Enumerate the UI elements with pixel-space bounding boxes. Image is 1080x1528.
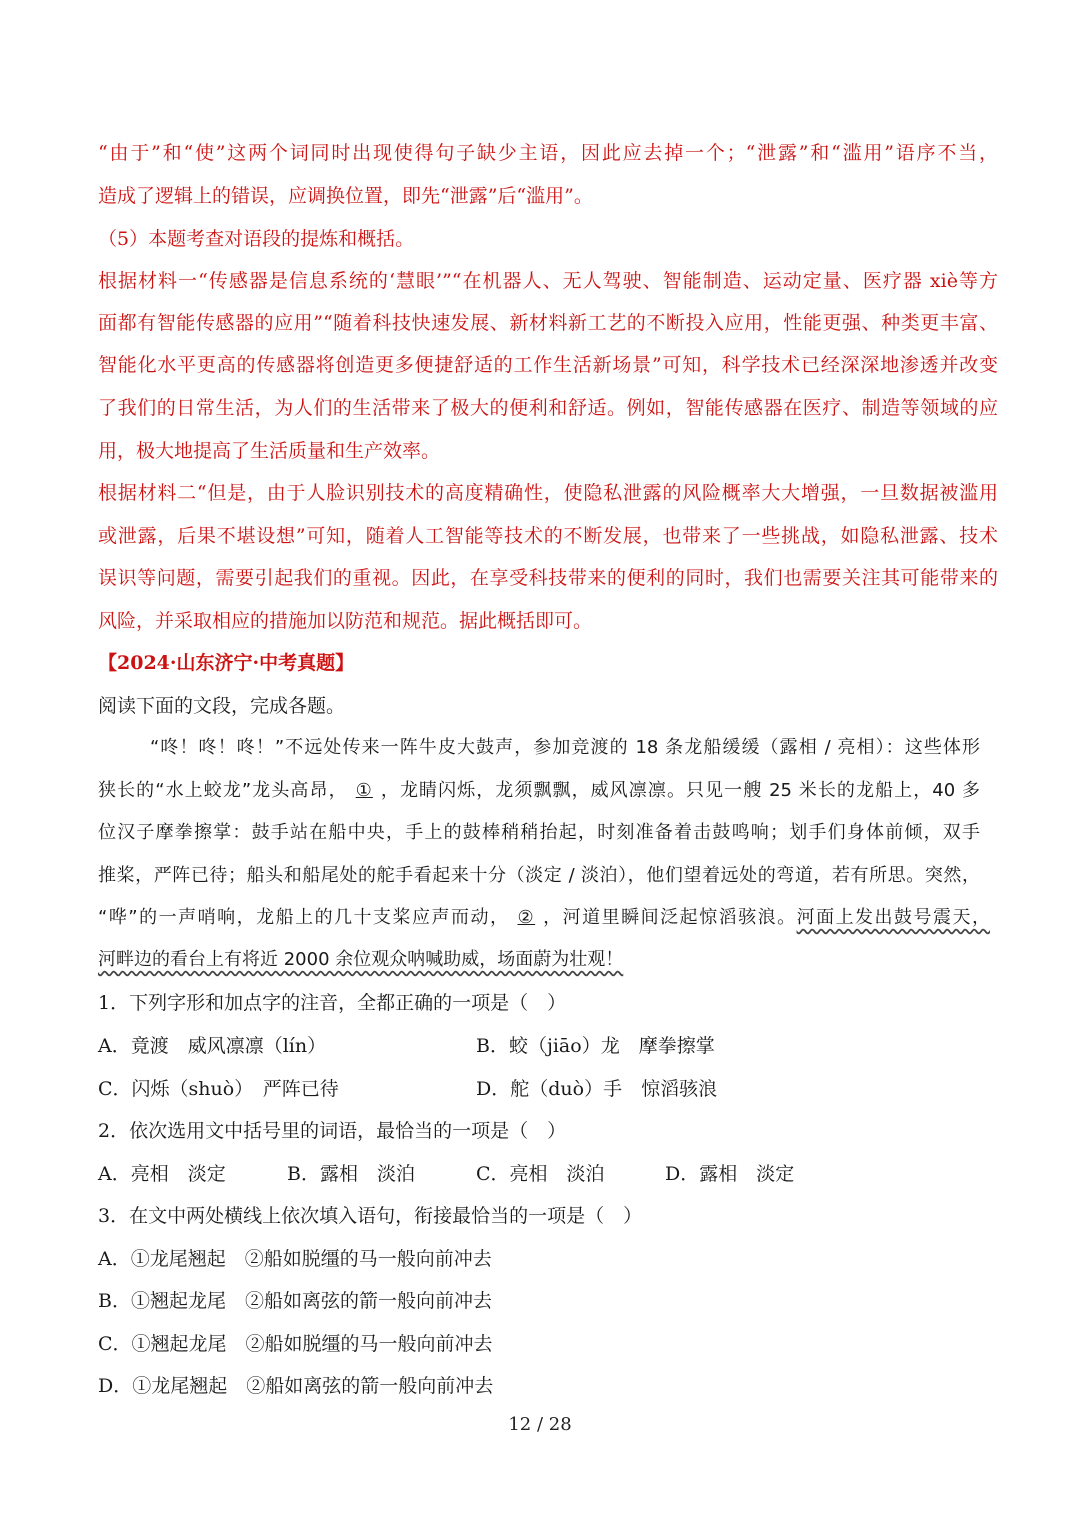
passage-text: “哗”的一声哨响，龙船上的几十支桨应声而动，: [98, 907, 510, 928]
material1-line: 智能化水平更高的传感器将创造更多便捷舒适的工作生活新场景”可知，科学技术已经深深地渗透并改变: [98, 354, 998, 376]
q3-option-c[interactable]: C．①翘起龙尾 ②船如脱缰的马一般向前冲去: [98, 1333, 493, 1355]
q3-option-d[interactable]: D．①龙尾翘起 ②船如离弦的箭一般向前冲去: [98, 1375, 494, 1397]
q3-option-b[interactable]: B．①翘起龙尾 ②船如离弦的箭一般向前冲去: [98, 1290, 492, 1312]
q3-option-a[interactable]: A．①龙尾翘起 ②船如脱缰的马一般向前冲去: [98, 1248, 492, 1270]
wavy-underlined-sentence: 河畔边的看台上有将近 2000 余位观众呐喊助威，场面蔚为壮观！: [98, 949, 624, 970]
passage-line: 位汉子摩拳擦掌：鼓手站在船中央，手上的鼓棒稍稍抬起，时刻准备着击鼓鸣响；划手们身体前倾，双手: [98, 822, 980, 843]
passage-line: [98, 779, 980, 803]
q1-option-b[interactable]: B．蛟（jiāo）龙 摩拳擦掌: [476, 1035, 715, 1057]
passage-text: ，龙睛闪烁，龙须飘飘，威风凛凛。只见一艘 25 米长的龙船上，40 多: [380, 780, 980, 801]
analysis-line: 造成了逻辑上的错误，应调换位置，即先“泄露”后“滥用”。: [98, 185, 593, 207]
material2-line: 或泄露，后果不堪设想”可知，随着人工智能等技术的不断发展，也带来了一些挑战，如隐私泄露、技术: [98, 525, 998, 547]
question-1-stem: 1．下列字形和加点字的注音，全都正确的一项是（ ）: [98, 992, 567, 1014]
q1-option-c[interactable]: C．闪烁（shuò） 严阵已待: [98, 1078, 339, 1100]
q1-option-d[interactable]: D．舵（duò）手 惊滔骇浪: [476, 1078, 718, 1100]
question-3-stem: 3．在文中两处横线上依次填入语句，衔接最恰当的一项是（ ）: [98, 1205, 643, 1227]
passage-text: ，河道里瞬间泛起惊滔骇浪。: [543, 907, 797, 928]
passage-line: [98, 906, 990, 930]
material2-line: 风险，并采取相应的措施加以防范和规范。据此概括即可。: [98, 610, 593, 632]
blank-2: ②: [517, 907, 536, 928]
passage-line: 推桨，严阵已待；船头和船尾处的舵手看起来十分（淡定 / 淡泊），他们望着远处的弯道，若有所思。突然，: [98, 865, 980, 886]
passage-text: 狭长的“水上蛟龙”龙头高昂，: [98, 780, 348, 801]
section-title: 【2024·山东济宁·中考真题】: [98, 652, 355, 674]
page-number: 12 / 28: [508, 1414, 572, 1435]
q2-option-c[interactable]: C．亮相 淡泊: [476, 1163, 605, 1185]
question-2-stem: 2．依次选用文中括号里的词语，最恰当的一项是（ ）: [98, 1120, 567, 1142]
q2-option-d[interactable]: D．露相 淡定: [665, 1163, 795, 1185]
material1-line: 根据材料一“传感器是信息系统的‘慧眼’”“在机器人、无人驾驶、智能制造、运动定量、医疗器 xiè等方: [98, 270, 998, 292]
section-instruction: 阅读下面的文段，完成各题。: [98, 695, 346, 717]
wavy-underlined-sentence: 河面上发出鼓号震天，: [796, 907, 991, 928]
analysis-line: “由于”和“使”这两个词同时出现使得句子缺少主语，因此应去掉一个；“泄露”和“滥用”语序不当，: [98, 142, 998, 164]
blank-1: ①: [355, 780, 373, 801]
material2-line: 误识等问题，需要引起我们的重视。因此，在享受科技带来的便利的同时，我们也需要关注其可能带来的: [98, 567, 998, 589]
q2-option-a[interactable]: A．亮相 淡定: [98, 1163, 226, 1185]
q2-option-b[interactable]: B．露相 淡泊: [287, 1163, 415, 1185]
material1-line: 面都有智能传感器的应用”“随着科技快速发展、新材料新工艺的不断投入应用，性能更强、种类更丰富、: [98, 312, 998, 334]
passage-line: [98, 948, 998, 972]
q1-option-a[interactable]: A．竟渡 威风凛凛（lín）: [98, 1035, 327, 1057]
q5-analysis-label: （5）本题考查对语段的提炼和概括。: [98, 228, 415, 250]
material1-line: 了我们的日常生活，为人们的生活带来了极大的便利和舒适。例如，智能传感器在医疗、制造等领域的应: [98, 397, 998, 419]
material2-line: 根据材料二“但是，由于人脸识别技术的高度精确性，使隐私泄露的风险概率大大增强，一旦数据被滥用: [98, 482, 998, 504]
material1-line: 用，极大地提高了生活质量和生产效率。: [98, 440, 441, 462]
passage-line: “咚！咚！咚！”不远处传来一阵牛皮大鼓声，参加竞渡的 18 条龙船缓缓（露相 / 亮相）：这些体形: [150, 737, 980, 758]
